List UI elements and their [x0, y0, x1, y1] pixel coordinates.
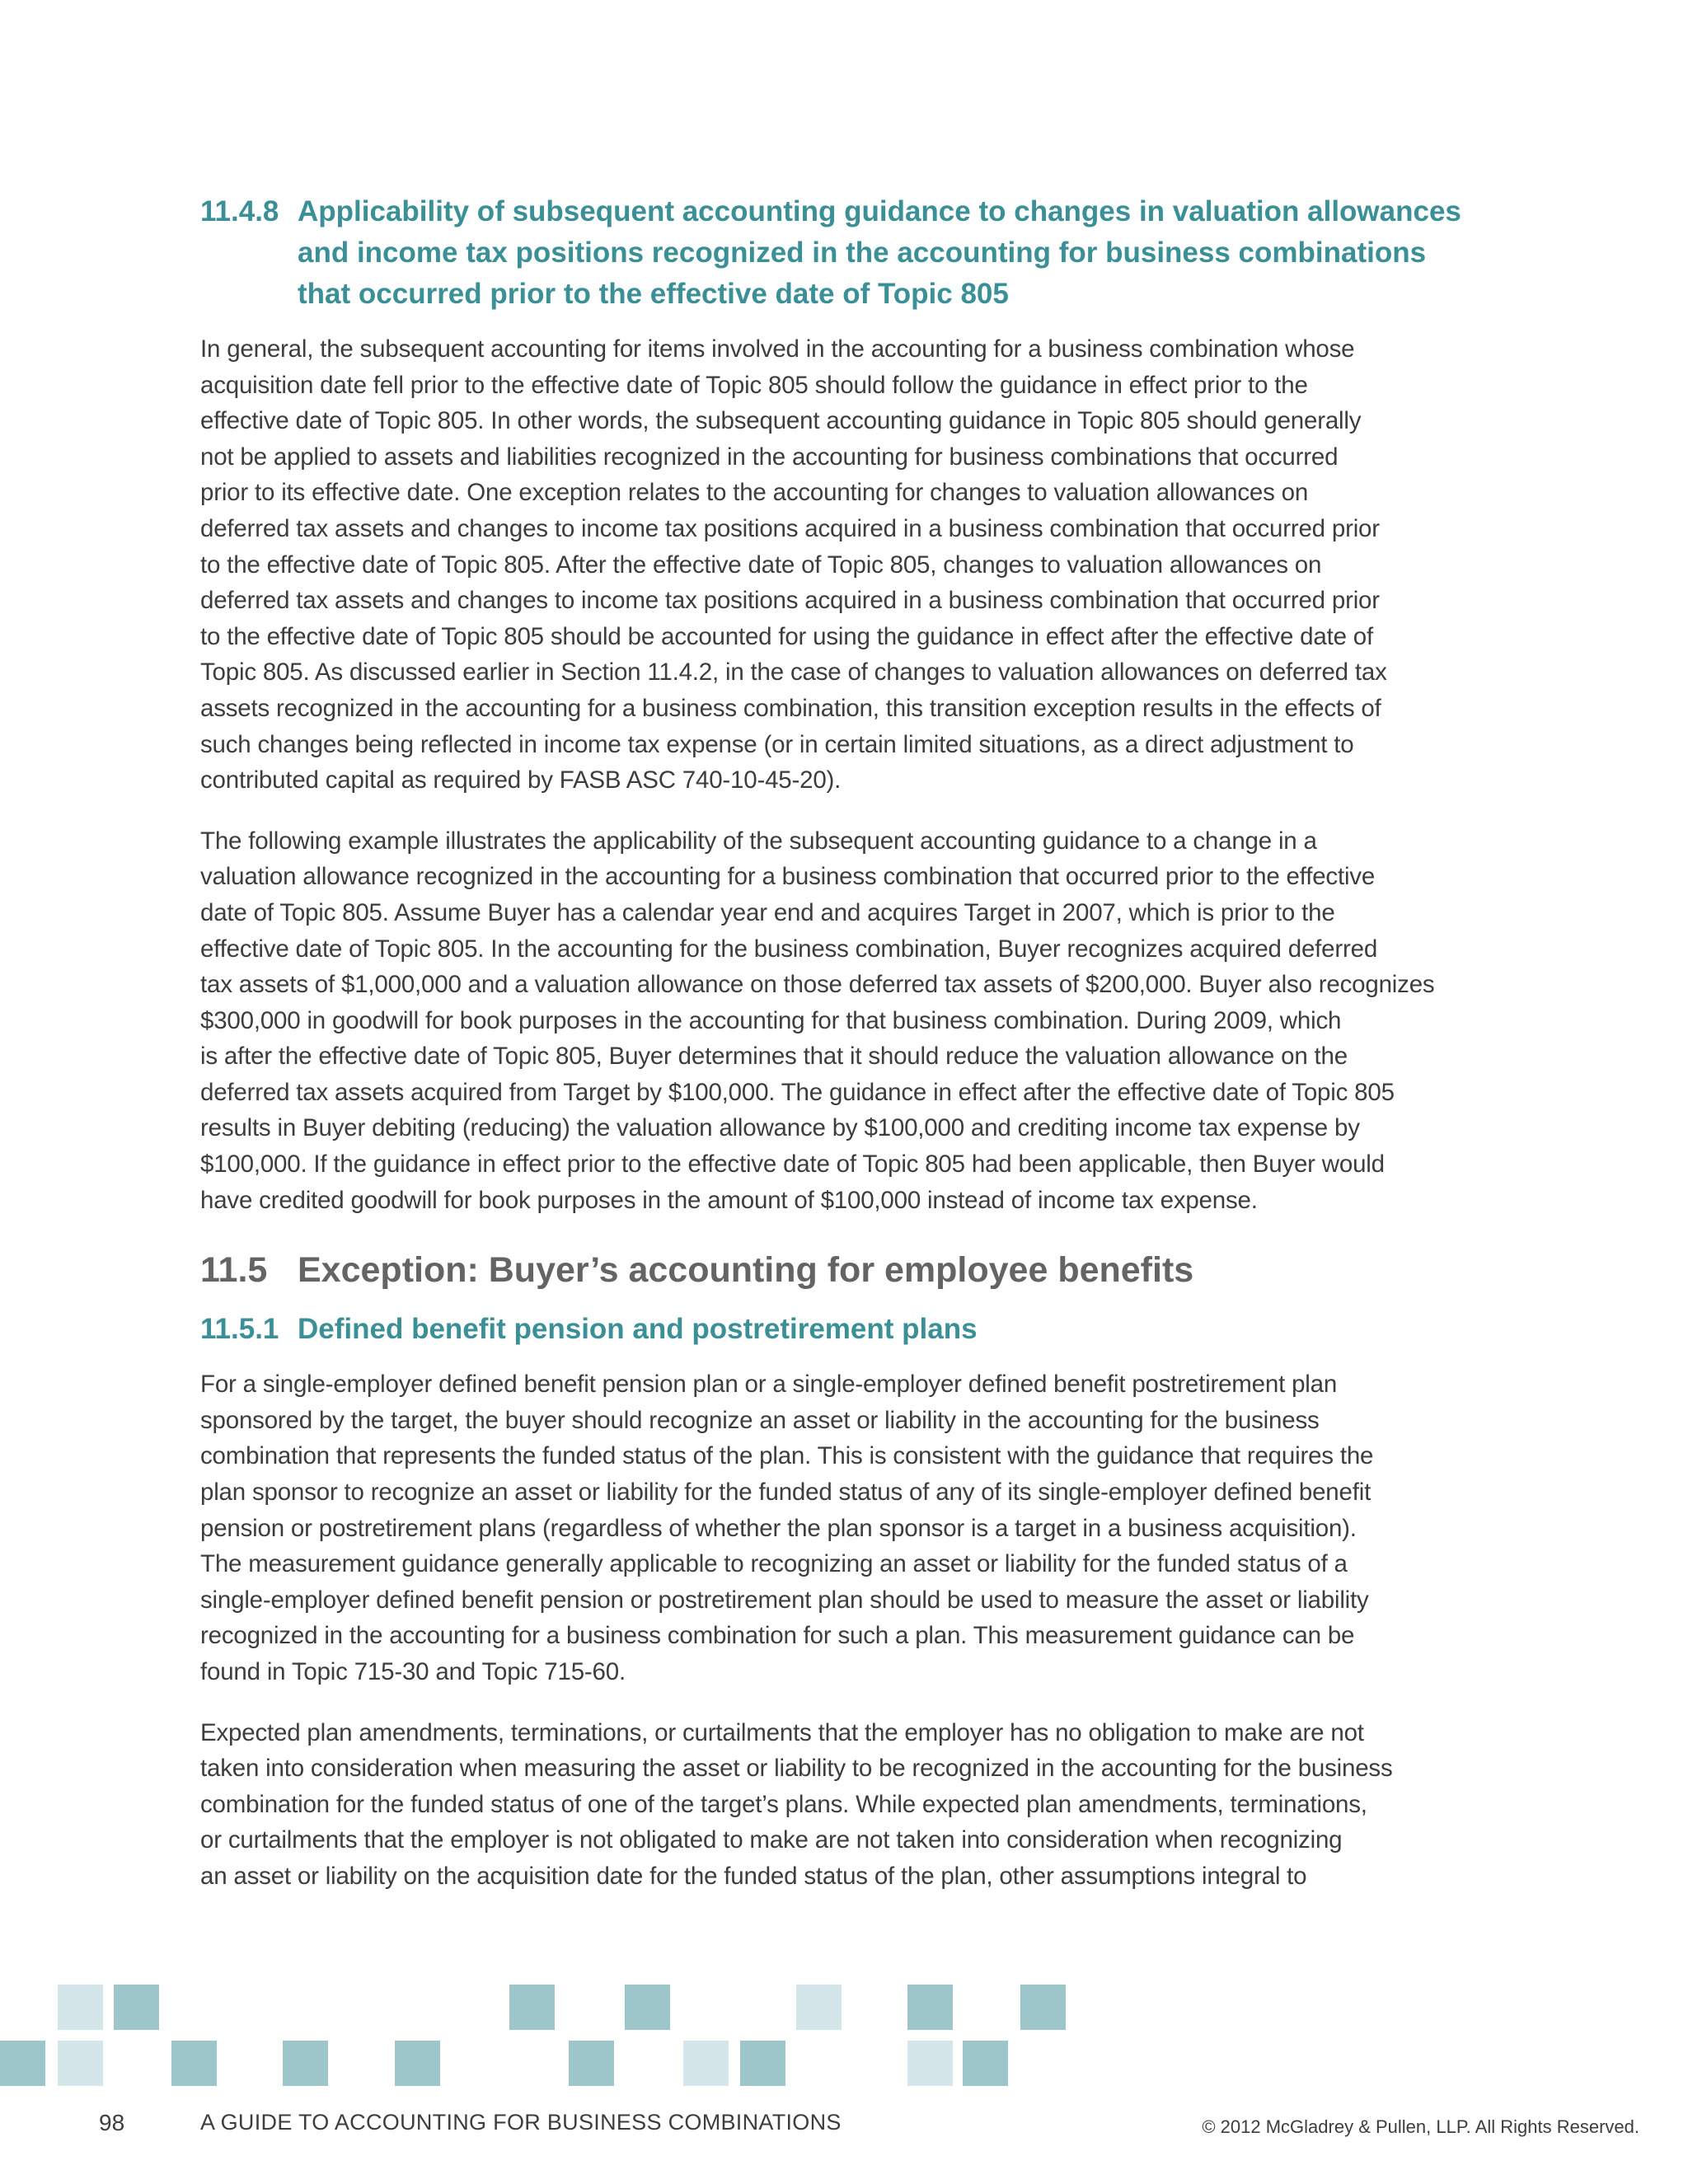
section-title: Exception: Buyer’s accounting for employee benefits — [298, 1250, 1194, 1291]
decorative-square — [569, 2041, 614, 2086]
text-line: Topic 805. As discussed earlier in Section 11.4.2, in the case of changes to valuation allowances on deferred tax — [200, 658, 1387, 687]
text-line: single-employer defined benefit pension or postretirement plan should be used to measure the asset or liability — [200, 1586, 1369, 1614]
text-line: prior to its effective date. One exception relates to the accounting for changes to valuation allowances on — [200, 479, 1309, 507]
text-line: have credited goodwill for book purposes in the amount of $100,000 instead of income tax expense. — [200, 1186, 1258, 1214]
text-line: date of Topic 805. Assume Buyer has a calendar year end and acquires Target in 2007, which is prior to the — [200, 898, 1335, 926]
text-line: to the effective date of Topic 805. After the effective date of Topic 805, changes to valuation allowances on — [200, 551, 1322, 579]
text-line: combination for the funded status of one of the target’s plans. While expected plan amendments, terminations, — [200, 1790, 1367, 1818]
text-line: to the effective date of Topic 805 should be accounted for using the guidance in effect after the effective date of — [200, 622, 1373, 650]
decorative-square — [395, 2041, 440, 2086]
text-line: valuation allowance recognized in the accounting for a business combination that occurred prior to the effective — [200, 863, 1376, 891]
text-line: Expected plan amendments, terminations, or curtailments that the employer has no obligation to make are not — [200, 1718, 1364, 1746]
decorative-square-pattern — [0, 1978, 1088, 2093]
decorative-square — [796, 1985, 842, 2030]
decorative-square — [283, 2041, 328, 2086]
text-line: results in Buyer debiting (reducing) the valuation allowance by $100,000 and crediting income tax expense by — [200, 1114, 1360, 1142]
page-content — [200, 191, 1503, 1895]
text-line: acquisition date fell prior to the effective date of Topic 805 should follow the guidance in effect prior to the — [200, 371, 1308, 399]
title-line: Applicability of subsequent accounting guidance to changes in valuation allowances — [298, 195, 1461, 227]
text-line: sponsored by the target, the buyer should recognize an asset or liability in the accounting for the business — [200, 1406, 1320, 1434]
section-number: 11.5.1 — [200, 1313, 279, 1346]
decorative-square — [509, 1985, 555, 2030]
title-line: that occurred prior to the effective date of Topic 805 — [298, 278, 1009, 310]
decorative-square — [58, 2041, 103, 2086]
text-line: not be applied to assets and liabilities recognized in the accounting for business combinations that occurred — [200, 443, 1339, 471]
page-footer — [0, 2110, 1688, 2143]
text-line: effective date of Topic 805. In other words, the subsequent accounting guidance in Topic 805 should generally — [200, 407, 1362, 435]
text-line: deferred tax assets and changes to income tax positions acquired in a business combination that occurred prior — [200, 587, 1380, 615]
text-line: tax assets of $1,000,000 and a valuation allowance on those deferred tax assets of $200,000. Buyer also recognizes — [200, 971, 1435, 999]
text-line: plan sponsor to recognize an asset or liability for the funded status of any of its single-employer defined benefit — [200, 1479, 1372, 1507]
copyright-notice: © 2012 McGladrey & Pullen, LLP. All Rights Reserved. — [1202, 2116, 1639, 2137]
text-line: effective date of Topic 805. In the accounting for the business combination, Buyer recognizes acquired deferred — [200, 935, 1378, 963]
decorative-square — [625, 1985, 670, 2030]
decorative-square — [0, 2041, 45, 2086]
section-115-heading — [200, 1246, 1503, 1294]
text-line: $300,000 in goodwill for book purposes in the accounting for that business combination. During 2009, which — [200, 1006, 1342, 1034]
decorative-square — [114, 1985, 159, 2030]
text-line: pension or postretirement plans (regardless of whether the plan sponsor is a target in a business acquisition). — [200, 1514, 1357, 1542]
text-line: For a single-employer defined benefit pension plan or a single-employer defined benefit postretirement plan — [200, 1371, 1338, 1399]
decorative-square — [740, 2041, 785, 2086]
section-title — [298, 191, 1461, 315]
text-line: contributed capital as required by FASB ASC 740-10-45-20). — [200, 766, 842, 794]
guide-title: A GUIDE TO ACCOUNTING FOR BUSINESS COMBINATIONS — [200, 2110, 842, 2135]
text-line: is after the effective date of Topic 805, Buyer determines that it should reduce the valuation allowance on the — [200, 1043, 1348, 1071]
text-line: deferred tax assets acquired from Target by $100,000. The guidance in effect after the effective date of Topic 805 — [200, 1078, 1395, 1106]
paragraph — [200, 331, 1503, 799]
text-line: found in Topic 715-30 and Topic 715-60. — [200, 1658, 626, 1685]
paragraph — [200, 1715, 1503, 1895]
page-number: 98 — [99, 2110, 125, 2135]
decorative-square — [1020, 1985, 1066, 2030]
text-line: or curtailments that the employer is not obligated to make are not taken into consideration when recognizing — [200, 1826, 1343, 1854]
decorative-square — [907, 1985, 953, 2030]
text-line: recognized in the accounting for a business combination for such a plan. This measurement guidance can be — [200, 1622, 1355, 1650]
decorative-square — [58, 1985, 103, 2030]
text-line: The following example illustrates the applicability of the subsequent accounting guidance to a change in a — [200, 827, 1317, 855]
text-line: such changes being reflected in income tax expense (or in certain limited situations, as a direct adjustment to — [200, 730, 1354, 758]
section-number: 11.4.8 — [200, 195, 279, 227]
decorative-square — [171, 2041, 217, 2086]
decorative-square — [683, 2041, 729, 2086]
title-line: and income tax positions recognized in the accounting for business combinations — [298, 237, 1427, 269]
text-line: combination that represents the funded status of the plan. This is consistent with the guidance that requires the — [200, 1442, 1374, 1470]
decorative-square — [907, 2041, 953, 2086]
section-1151-heading — [200, 1309, 1503, 1350]
section-number: 11.5 — [200, 1250, 268, 1291]
paragraph — [200, 823, 1503, 1219]
text-line: deferred tax assets and changes to income tax positions acquired in a business combination that occurred prior — [200, 514, 1380, 542]
paragraph — [200, 1366, 1503, 1690]
text-line: an asset or liability on the acquisition date for the funded status of the plan, other assumptions integral to — [200, 1862, 1307, 1890]
text-line: The measurement guidance generally applicable to recognizing an asset or liability for the funded status of a — [200, 1550, 1348, 1578]
text-line: assets recognized in the accounting for a business combination, this transition exception results in the effects of — [200, 694, 1381, 722]
text-line: In general, the subsequent accounting for items involved in the accounting for a business combination whose — [200, 335, 1355, 363]
decorative-square — [963, 2041, 1008, 2086]
text-line: taken into consideration when measuring the asset or liability to be recognized in the accounting for the business — [200, 1755, 1393, 1783]
text-line: $100,000. If the guidance in effect prior to the effective date of Topic 805 had been applicable, then Buyer would — [200, 1151, 1385, 1179]
section-title: Defined benefit pension and postretirement plans — [298, 1313, 978, 1346]
section-1148-heading — [200, 191, 1503, 315]
